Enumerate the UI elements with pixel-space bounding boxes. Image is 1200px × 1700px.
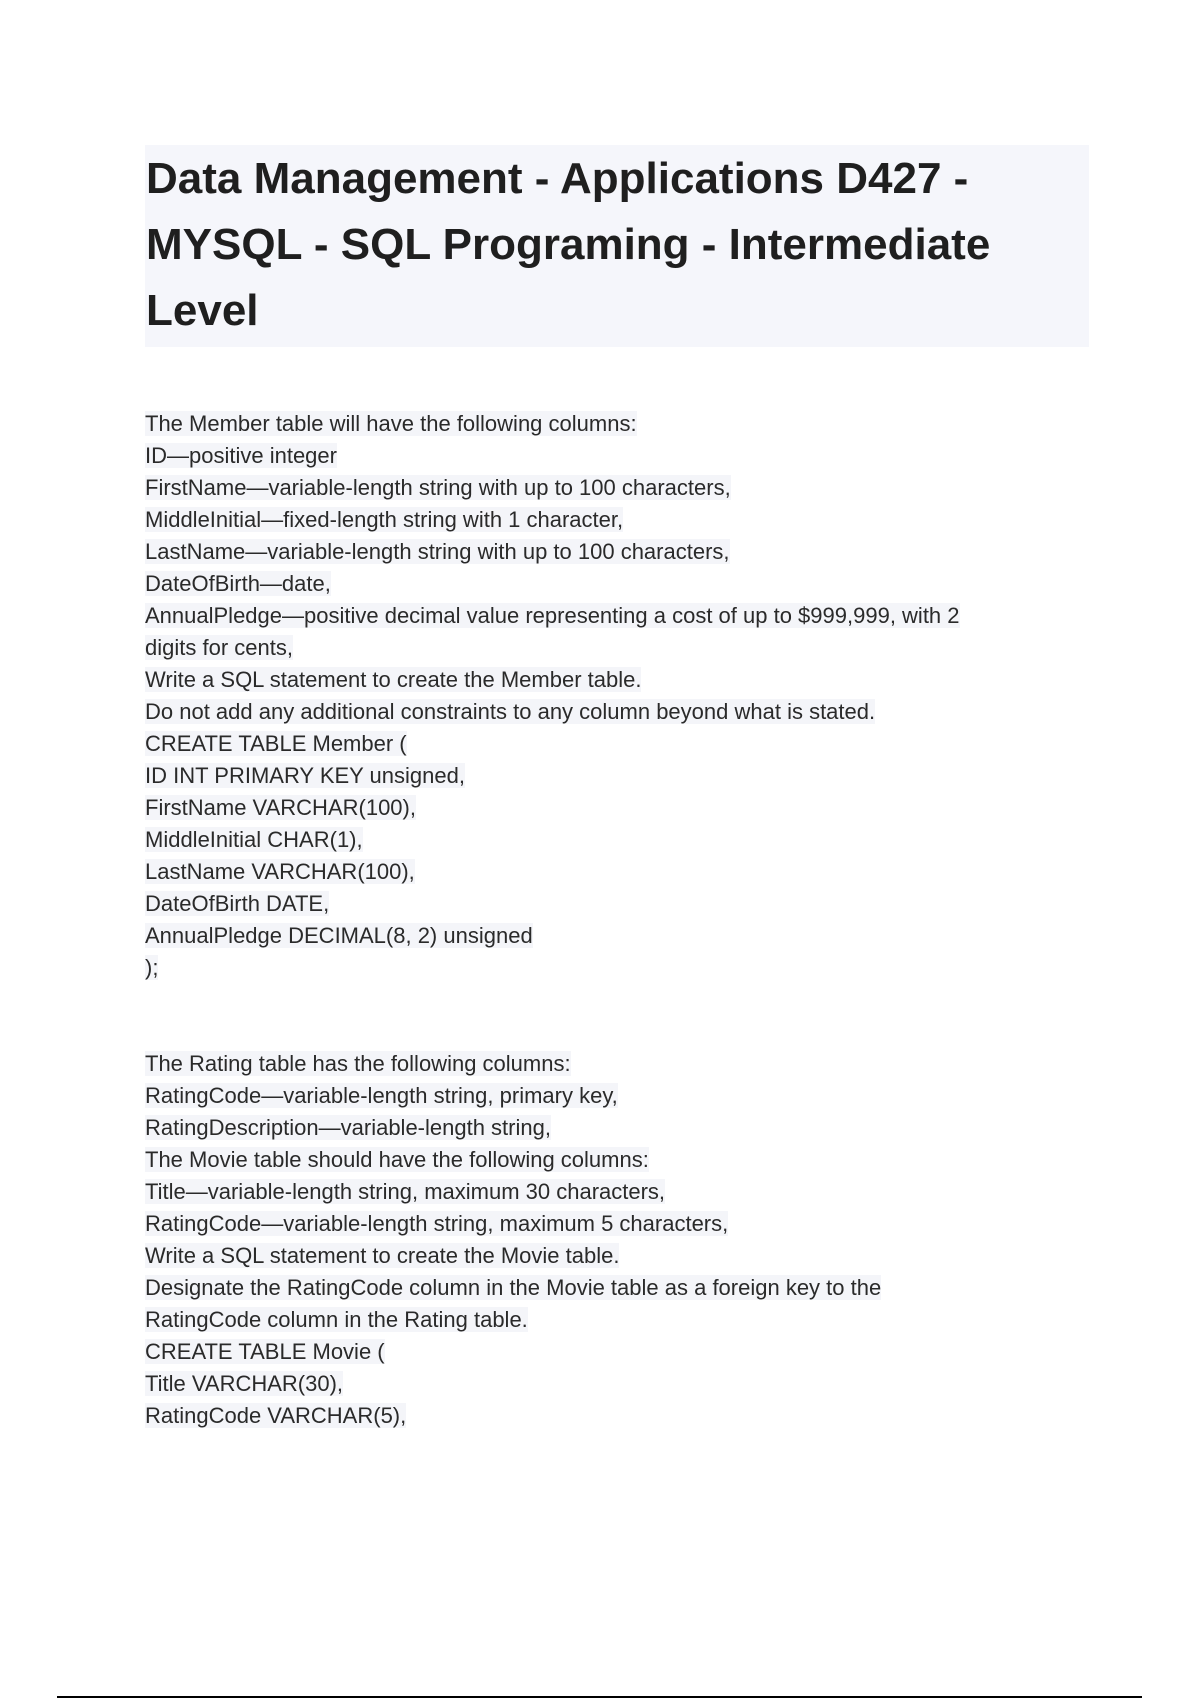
code-line-content: ); [145,955,159,980]
member-table-section [145,408,1085,984]
text-line-content: RatingCode—variable-length string, maximum 5 characters, [145,1211,729,1236]
code-line-content: LastName VARCHAR(100), [145,859,415,884]
code-line [145,824,1085,856]
footer-divider [57,1696,1142,1698]
text-line [145,472,1085,504]
text-line [145,440,1085,472]
text-line-content: The Movie table should have the following columns: [145,1147,649,1172]
text-line [145,696,1085,728]
text-line [145,408,1085,440]
text-line-content: Title—variable-length string, maximum 30 characters, [145,1179,666,1204]
text-line [145,1272,1085,1304]
code-line-content: DateOfBirth DATE, [145,891,330,916]
page-title-line: Level [146,286,259,335]
code-line [145,952,1085,984]
code-line [145,1400,1085,1432]
code-line-content: CREATE TABLE Member ( [145,731,407,756]
text-line [145,600,1085,632]
text-line [145,1144,1085,1176]
movie-table-section [145,1048,1085,1432]
code-line [145,728,1085,760]
text-line [145,504,1085,536]
text-line [145,536,1085,568]
page-title-line: MYSQL - SQL Programing - Intermediate [146,220,991,269]
text-line [145,1112,1085,1144]
text-line [145,1240,1085,1272]
text-line [145,1048,1085,1080]
code-line [145,792,1085,824]
text-line-content: The Rating table has the following columns: [145,1051,571,1076]
text-line-content: RatingDescription—variable-length string, [145,1115,551,1140]
code-line-content: ID INT PRIMARY KEY unsigned, [145,763,465,788]
text-line [145,1304,1085,1336]
code-line [145,1336,1085,1368]
text-line-content: FirstName—variable-length string with up to 100 characters, [145,475,731,500]
text-line [145,568,1085,600]
code-line-content: AnnualPledge DECIMAL(8, 2) unsigned [145,923,533,948]
code-line-content: RatingCode VARCHAR(5), [145,1403,407,1428]
text-line [145,632,1085,664]
text-line-content: RatingCode column in the Rating table. [145,1307,528,1332]
code-line [145,760,1085,792]
text-line [145,1176,1085,1208]
text-line-content: MiddleInitial—fixed-length string with 1 character, [145,507,624,532]
text-line [145,1208,1085,1240]
code-line [145,856,1085,888]
code-line-content: FirstName VARCHAR(100), [145,795,416,820]
code-line-content: MiddleInitial CHAR(1), [145,827,363,852]
text-line-content: Do not add any additional constraints to any column beyond what is stated. [145,699,876,724]
text-line [145,1080,1085,1112]
code-line [145,1368,1085,1400]
text-line-content: AnnualPledge—positive decimal value representing a cost of up to $999,999, with 2 [145,603,960,628]
text-line-content: The Member table will have the following columns: [145,411,637,436]
text-line-content: ID—positive integer [145,443,337,468]
code-line [145,920,1085,952]
text-line-content: Designate the RatingCode column in the Movie table as a foreign key to the [145,1275,882,1300]
title-block [145,145,1089,347]
code-line-content: Title VARCHAR(30), [145,1371,344,1396]
text-line [145,664,1085,696]
text-line-content: DateOfBirth—date, [145,571,331,596]
text-line-content: RatingCode—variable-length string, primary key, [145,1083,618,1108]
code-line-content: CREATE TABLE Movie ( [145,1339,385,1364]
code-line [145,888,1085,920]
text-line-content: digits for cents, [145,635,293,660]
page-title-line: Data Management - Applications D427 - [146,154,969,203]
text-line-content: Write a SQL statement to create the Movie table. [145,1243,620,1268]
text-line-content: Write a SQL statement to create the Member table. [145,667,642,692]
text-line-content: LastName—variable-length string with up to 100 characters, [145,539,730,564]
